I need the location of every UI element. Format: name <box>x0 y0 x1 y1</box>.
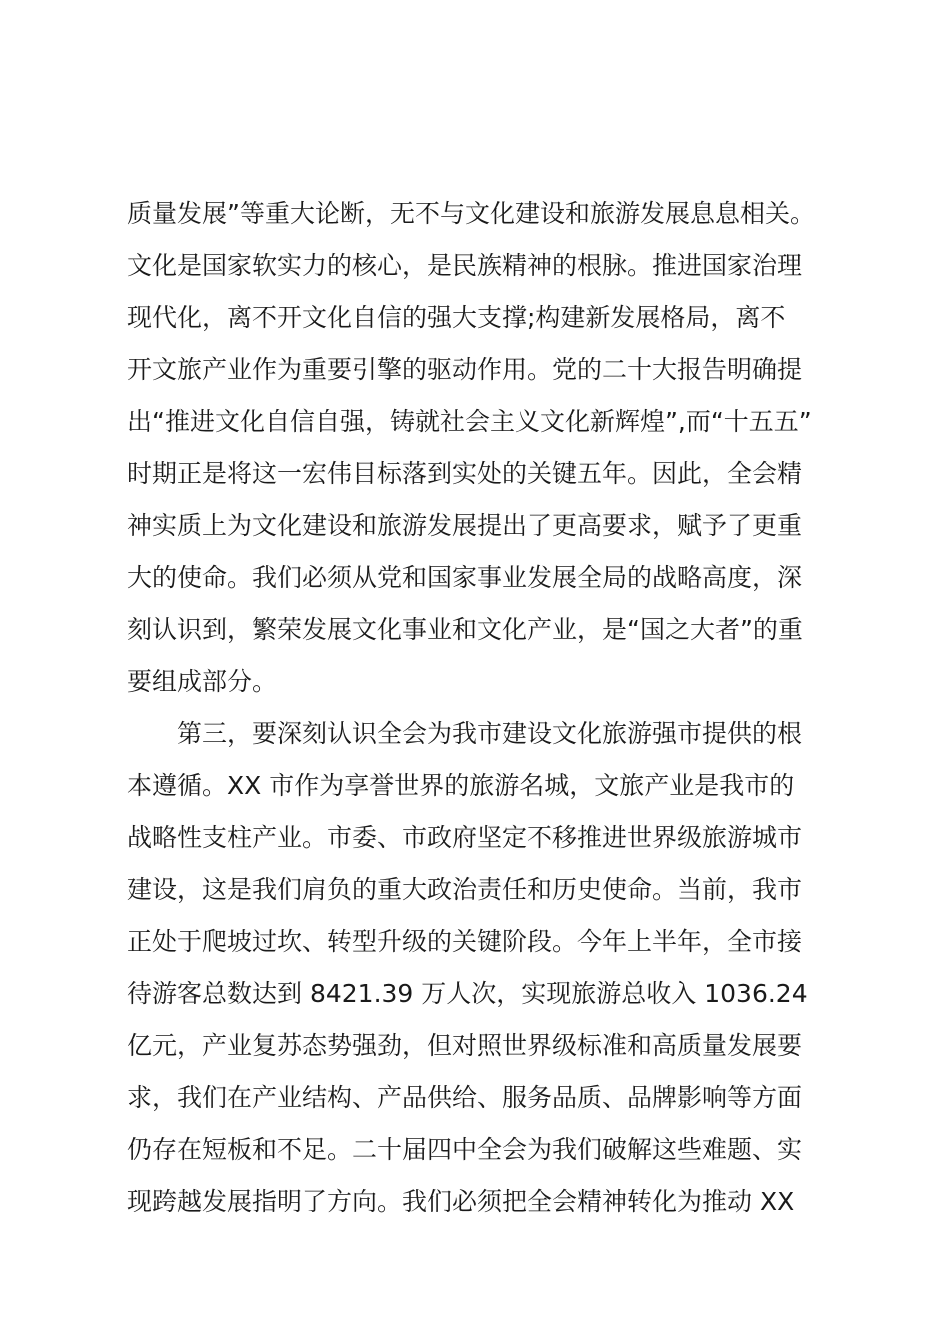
text-line: 出“推进文化自信自强，铸就社会主义文化新辉煌”,而“十五五” <box>127 407 812 436</box>
text-line: 亿元，产业复苏态势强劲，但对照世界级标准和高质量发展要 <box>127 1031 803 1060</box>
text-line: 要组成部分。 <box>127 667 278 696</box>
text-line: 仍存在短板和不足。二十届四中全会为我们破解这些难题、实 <box>127 1135 803 1164</box>
text-line: 待游客总数达到 8421.39 万人次，实现旅游总收入 1036.24 <box>127 979 808 1008</box>
text-line: 本遵循。XX 市作为享誉世界的旅游名城，文旅产业是我市的 <box>127 771 795 800</box>
text-line: 文化是国家软实力的核心，是民族精神的根脉。推进国家治理 <box>127 251 803 280</box>
text-line: 开文旅产业作为重要引擎的驱动作用。党的二十大报告明确提 <box>127 355 803 384</box>
text-line: 求，我们在产业结构、产品供给、服务品质、品牌影响等方面 <box>127 1083 803 1112</box>
text-line: 正处于爬坡过坎、转型升级的关键阶段。今年上半年，全市接 <box>127 927 803 956</box>
text-line: 现跨越发展指明了方向。我们必须把全会精神转化为推动 XX <box>127 1187 795 1216</box>
text-line: 神实质上为文化建设和旅游发展提出了更高要求，赋予了更重 <box>127 511 803 540</box>
text-line: 现代化，离不开文化自信的强大支撑;构建新发展格局，离不 <box>127 303 786 332</box>
text-line: 时期正是将这一宏伟目标落到实处的关键五年。因此，全会精 <box>127 459 803 488</box>
text-line: 质量发展”等重大论断，无不与文化建设和旅游发展息息相关。 <box>127 199 815 228</box>
body-text <box>127 188 827 1228</box>
text-line: 建设，这是我们肩负的重大政治责任和历史使命。当前，我市 <box>127 875 803 904</box>
text-line: 刻认识到，繁荣发展文化事业和文化产业，是“国之大者”的重 <box>127 615 803 644</box>
text-line: 大的使命。我们必须从党和国家事业发展全局的战略高度，深 <box>127 563 803 592</box>
text-line: 战略性支柱产业。市委、市政府坚定不移推进世界级旅游城市 <box>127 823 803 852</box>
paragraph-start-line: 第三，要深刻认识全会为我市建设文化旅游强市提供的根 <box>127 719 803 748</box>
